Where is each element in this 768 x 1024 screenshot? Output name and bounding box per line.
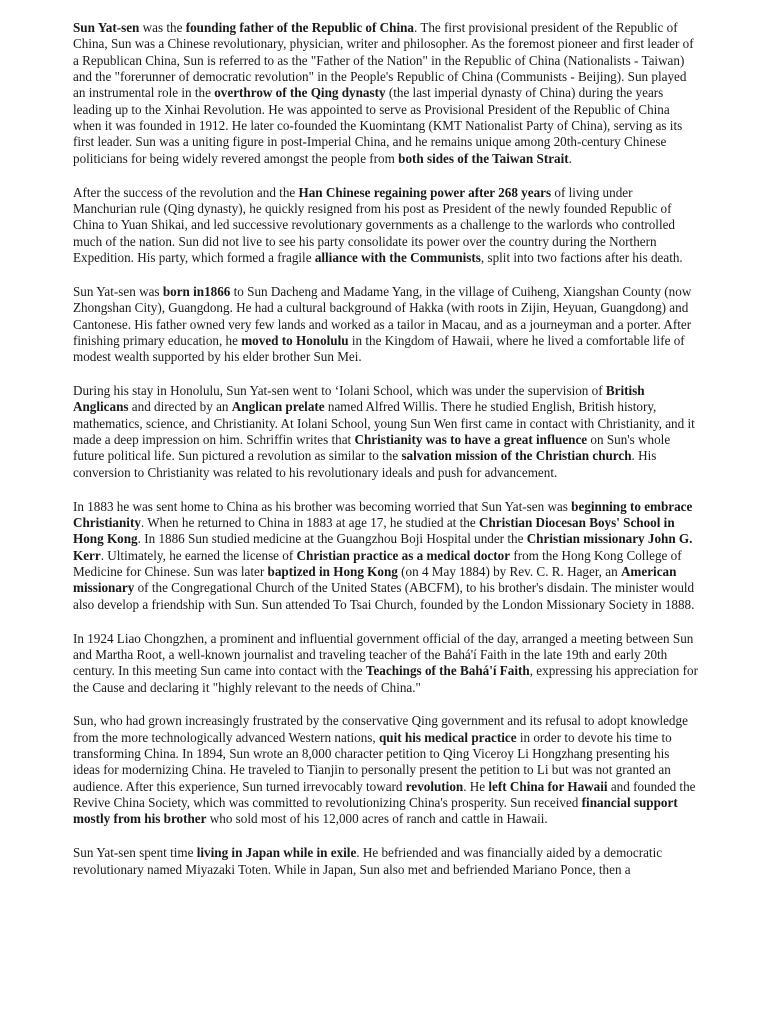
- bold-text: alliance with the Communists: [314, 249, 481, 265]
- bold-text: revolution: [405, 778, 464, 794]
- bold-text: moved to Honolulu: [241, 332, 349, 348]
- text-run: , expressing his appreciation for the Cause and declaring it "highly relevant to the needs of China.": [73, 663, 698, 695]
- paragraph-christianity: [73, 499, 698, 613]
- bold-text: Teachings of the Bahá'í Faith: [365, 663, 530, 679]
- bold-text: Christian Diocesan Boys' School in Hong Kong: [73, 514, 675, 547]
- text-run: . He befriended and was financially aided by a democratic revolutionary named Miyazaki Toten. While in Japan, Sun also met and befriended Mariano Ponce, then a: [73, 845, 663, 877]
- text-run: in the Kingdom of Hawaii, where he lived a comfortable life of modest wealth supported by his elder brother Sun Mei.: [73, 332, 685, 365]
- text-run: who sold most of his 12,000 acres of ranch and cattle in Hawaii.: [206, 811, 548, 827]
- bold-text: Han Chinese regaining power after 268 years: [298, 184, 552, 200]
- text-run: on Sun's whole future political life. Sun pictured a revolution as similar to the: [73, 432, 671, 464]
- text-run: of the Congregational Church of the United States (ABCFM), to his brother's disdain. The minister would also develop a friendship with Sun. Sun attended To Tsai Church, founded by the London Missionary Society in 1888.: [73, 580, 695, 612]
- bold-text: Christianity was to have a great influence: [354, 432, 588, 448]
- text-run: , split into two factions after his death.: [480, 249, 683, 265]
- text-run: After the success of the revolution and the: [73, 184, 299, 200]
- bold-text: left China for Hawaii: [488, 778, 608, 794]
- bold-text: beginning to embrace Christianity: [73, 498, 693, 530]
- text-run: (the last imperial dynasty of China) during the years leading up to the Xinhai Revolution. He was appointed to serve as Provisional President of the Republic of China when it was founded in 1912. He later co-founded the Kuomintang (KMT Nationalist Party of China), serving as its first leader. Sun was a uniting figure in post-Imperial China, and he remains unique among 20th-century Chinese politicians for being widely revered amongst the people from: [73, 85, 683, 166]
- text-run: named Alfred Willis. There he studied English, British history, mathematics, science, and Christianity. At Iolani School, young Sun Wen first came in contact with Christianity, and it made a deep impression on him. Schriffin writes that: [73, 399, 695, 448]
- bold-text: founding father of the Republic of China: [185, 20, 414, 35]
- paragraph-early-life: [73, 284, 698, 366]
- bold-text: British Anglicans: [73, 383, 645, 415]
- text-run: from the Hong Kong College of Medicine for Chinese. Sun was later: [73, 547, 682, 579]
- text-run: . The first provisional president of the Republic of China, Sun was a Chinese revolutionary, physician, writer and philosopher. As the foremost pioneer and first leader of a Republican China, Sun is referred to as the "Father of the Nation" in the Republic of China (Nationalists - Taiwan) and the "forerunner of democratic revolution" in the People's Republic of China (Communists - Beijing). Sun played an instrumental role in the: [73, 20, 694, 101]
- bold-text: salvation mission of the Christian church: [401, 448, 632, 464]
- text-run: . In 1886 Sun studied medicine at the Guangzhou Boji Hospital under the: [137, 531, 527, 547]
- bold-text: Christian practice as a medical doctor: [296, 547, 511, 563]
- paragraph-japan-exile: [73, 845, 698, 878]
- text-run: to Sun Dacheng and Madame Yang, in the village of Cuiheng, Xiangshan County (now Zhongshan City), Guangdong. He had a cultural background of Hakka (with roots in Zijin, Heyuan, Guangdong) and Cantonese. His father owned very few lands and worked as a tailor in Macau, and as a journeyman and a porter. After finishing primary education, he: [73, 283, 692, 348]
- bold-text: quit his medical practice: [378, 729, 517, 745]
- paragraph-honolulu: [73, 383, 698, 481]
- text-run: During his stay in Honolulu, Sun Yat-sen went to ʻIolani School, which was under the supervision of: [73, 383, 606, 399]
- text-run: and founded the Revive China Society, which was committed to revolutionizing China's prosperity. Sun received: [73, 778, 696, 811]
- text-run: . He: [463, 778, 489, 794]
- text-run: and directed by an: [128, 399, 232, 415]
- bold-text: Sun Yat-sen: [73, 20, 140, 35]
- bold-text: both sides of the Taiwan Strait: [398, 150, 569, 166]
- text-run: of living under Manchurian rule (Qing dynasty), he quickly resigned from his post as President of the newly founded Republic of China to Yuan Shikai, and led successive revolutionary governments as a challenge to the warlords who controlled much of the nation. Sun did not live to see his party consolidate its power over the country during the Northern Expedition. His party, which formed a fragile: [73, 184, 675, 265]
- text-run: In 1924 Liao Chongzhen, a prominent and influential government official of the day, arranged a meeting between Sun and Martha Root, a well-known journalist and traveling teacher of the Bahá'í Faith in the late 19th and early 20th century. In this meeting Sun came into contact with the: [73, 630, 694, 679]
- text-run: in order to devote his time to transforming China. In 1894, Sun wrote an 8,000 character petition to Qing Viceroy Li Hongzhang presenting his ideas for modernizing China. He traveled to Tianjin to personally present the petition to Li but was not granted an audience. After this experience, Sun turned irrevocably toward: [73, 729, 672, 794]
- text-run: was the: [139, 20, 186, 35]
- text-run: In 1883 he was sent home to China as his brother was becoming worried that Sun Yat-sen was: [73, 498, 572, 514]
- text-run: (on 4 May 1884) by Rev. C. R. Hager, an: [397, 563, 621, 579]
- text-run: Sun Yat-sen spent time: [73, 845, 197, 861]
- bold-text: born in1866: [162, 283, 231, 299]
- paragraph-revolution: [73, 185, 698, 267]
- paragraph-medical-practice: [73, 713, 698, 827]
- bold-text: financial support mostly from his brother: [73, 795, 678, 827]
- bold-text: overthrow of the Qing dynasty: [214, 85, 386, 101]
- text-run: . His conversion to Christianity was related to his revolutionary ideals and push for advancement.: [73, 448, 657, 480]
- bold-text: Christian missionary John G. Kerr: [73, 531, 693, 563]
- text-run: Sun Yat-sen was: [73, 283, 163, 299]
- text-run: . When he returned to China in 1883 at age 17, he studied at the: [140, 514, 479, 530]
- text-run: . Ultimately, he earned the license of: [100, 547, 297, 563]
- paragraph-intro: [73, 20, 698, 167]
- bold-text: Anglican prelate: [231, 399, 325, 415]
- text-run: .: [568, 150, 572, 166]
- bold-text: American missionary: [73, 563, 677, 596]
- paragraph-bahai: [73, 631, 698, 696]
- bold-text: baptized in Hong Kong: [267, 563, 398, 579]
- text-run: Sun, who had grown increasingly frustrated by the conservative Qing government and its refusal to adopt knowledge from the more technologically advanced Western nations,: [73, 713, 688, 745]
- bold-text: living in Japan while in exile: [196, 845, 357, 861]
